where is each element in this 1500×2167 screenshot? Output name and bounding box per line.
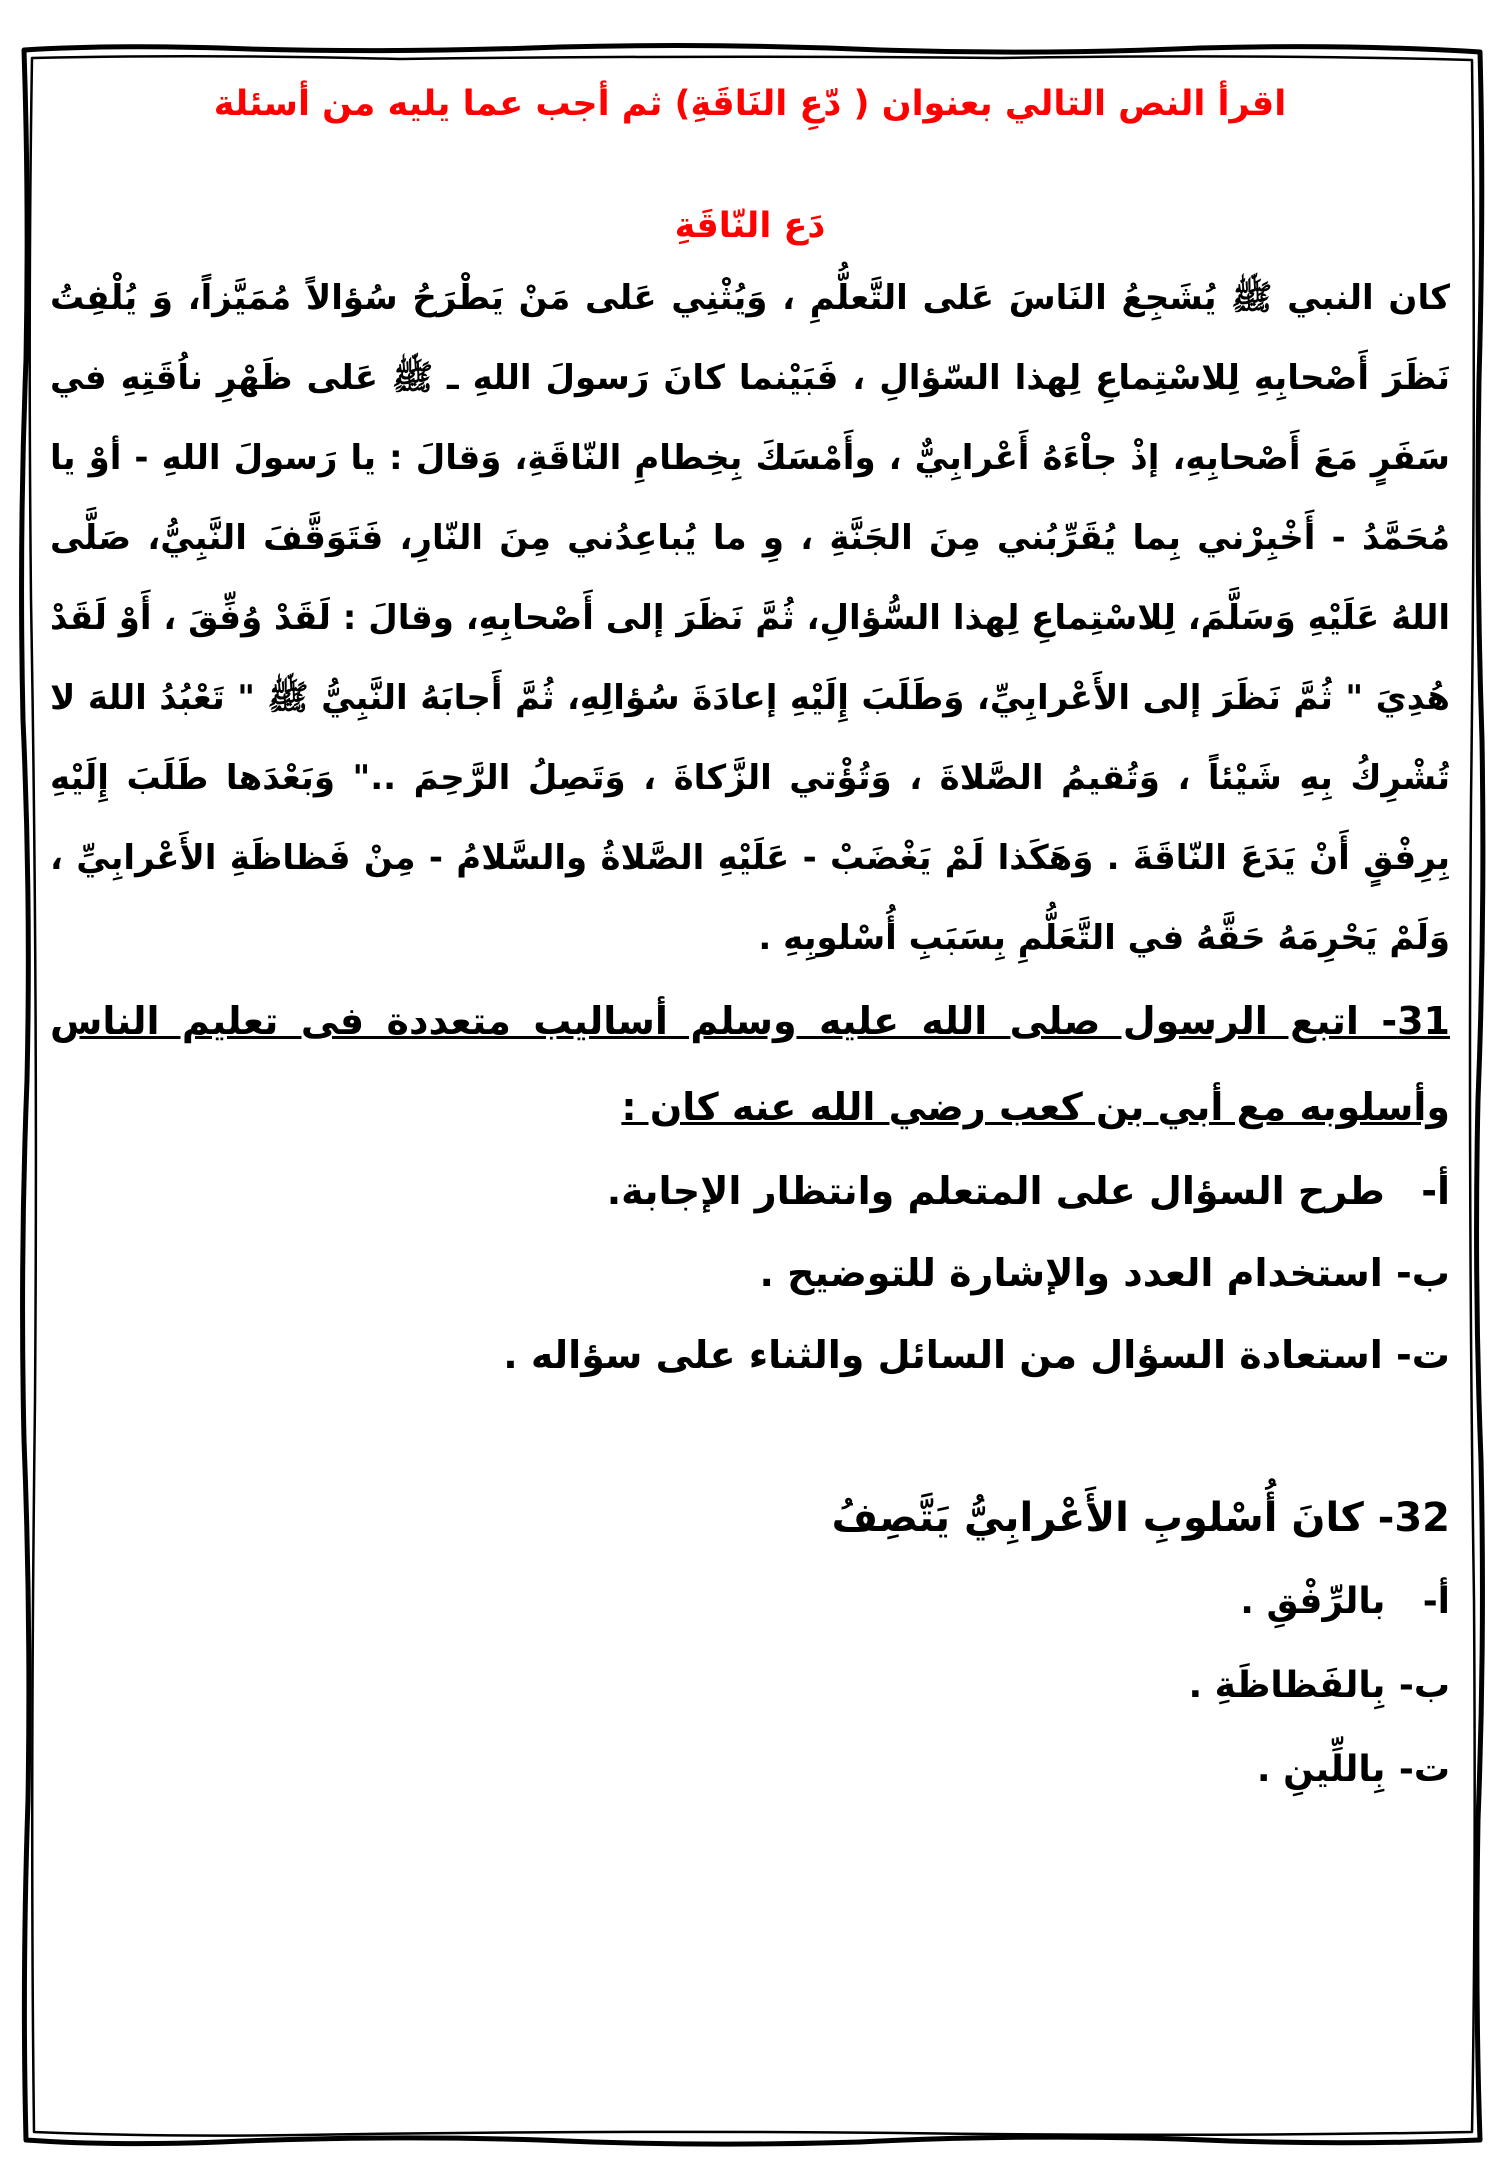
question-31-option-a[interactable] — [50, 1150, 1450, 1232]
instructions-heading: اقرأ النص التالي بعنوان ( دّعِ النَاقَةِ) ثم أجب عما يليه من أسئلة — [213, 84, 1287, 124]
option-letter: ت- — [1398, 1749, 1450, 1790]
option-text: استعادة السؤال من السائل والثناء على سؤاله . — [503, 1333, 1383, 1377]
passage-title: دَع النّاقَةِ — [674, 206, 826, 246]
question-31-option-b[interactable] — [50, 1232, 1450, 1314]
document-content — [50, 62, 1450, 1812]
option-text: طرح السؤال على المتعلم وانتظار الإجابة. — [606, 1169, 1385, 1213]
question-31-option-c[interactable] — [50, 1314, 1450, 1396]
reading-passage: كان النبي ﷺ يُشَجِعُ النَاسَ عَلى التَّعلُّمِ ، وَيُثْنِي عَلى مَنْ يَطْرَحُ سُؤالاً مُمَيَّزاً، وَ يُلْفِتُ نَظَرَ أَصْحابِهِ لِلاسْتِماعِ لِهذا السّؤالِ ، فَبَيْنما كانَ رَسولَ اللهِ ـ ﷺ عَلى ظَهْرِ ناُقَتِهِ في سَفَرٍ مَعَ أَصْحابِهِ، إذْ جاْءَهُ أَعْرابِيٌّ ، وأَمْسَكَ بِخِطامِ النّاقَةِ، وَقالَ : يا رَسولَ اللهِ - أوْ يا مُحَمَّدُ - أَخْبِرْني بِما يُقَرِّبُني مِنَ الجَنَّةِ ، وِ ما يُباعِدُني مِنَ النّارِ، فَتَوَقَّفَ النَّبِيُّ، صَلَّى اللهُ عَلَيْهِ وَسَلَّمَ، لِلاسْتِماعِ لِهذا السُّؤالِ، ثُمَّ نَظَرَ إلى أَصْحابِهِ، وقالَ : لَقَدْ وُفِّقَ ، أَوْ لَقَدْ هُدِيَ " ثُمَّ نَظَرَ إلى الأَعْرابِيِّ، وَطَلَبَ إِلَيْهِ إعادَةَ سُؤالِهِ، ثُمَّ أَجابَهُ النَّبِيُّ ﷺ " تَعْبُدُ اللهَ لا تُشْرِكُ بِهِ شَيْئاً ، وَتُقيمُ الصَّلاةَ ، وَتُؤْتي الزَّكاةَ ، وَتَصِلُ الرَّحِمَ .." وَبَعْدَها طَلَبَ إِلَيْهِ بِرِفْقٍ أَنْ يَدَعَ النّاقَةَ . وَهَكَذا لَمْ يَغْضَبْ - عَلَيْهِ الصَّلاةُ والسَّلامُ - مِنْ فَظاظَةِ الأَعْرابِيِّ ، وَلَمْ يَحْرِمَهُ حَقَّهُ في التَّعَلُّمِ بِسَبَبِ أُسْلوبِهِ . — [50, 278, 1450, 958]
question-32-option-a[interactable] — [50, 1560, 1450, 1644]
question-31-options — [50, 1150, 1450, 1396]
option-letter: أ- — [1422, 1581, 1450, 1622]
option-text: استخدام العدد والإشارة للتوضيح . — [759, 1251, 1383, 1295]
question-32-option-c[interactable] — [50, 1728, 1450, 1812]
option-letter: ب- — [1396, 1251, 1450, 1295]
option-letter: ب- — [1398, 1665, 1450, 1706]
option-text: بِالفَظاظَةِ . — [1188, 1665, 1386, 1706]
question-32-stem: 32- كانَ أُسْلوبِ الأَعْرابِيُّ يَتَّصِفُ — [831, 1495, 1450, 1541]
question-31-stem: 31- اتبع الرسول صلى الله عليه وسلم أساليب متعددة فى تعليم الناس وأسلوبه مع أبي بن كعب رضي الله عنه كان : — [50, 999, 1450, 1129]
option-letter: أ- — [1421, 1169, 1450, 1213]
option-letter: ت- — [1396, 1333, 1450, 1377]
question-32-option-b[interactable] — [50, 1644, 1450, 1728]
option-text: بالرِّفْقِ . — [1240, 1581, 1386, 1622]
option-text: بِاللِّينِ . — [1256, 1749, 1386, 1790]
question-32-options — [50, 1560, 1450, 1812]
